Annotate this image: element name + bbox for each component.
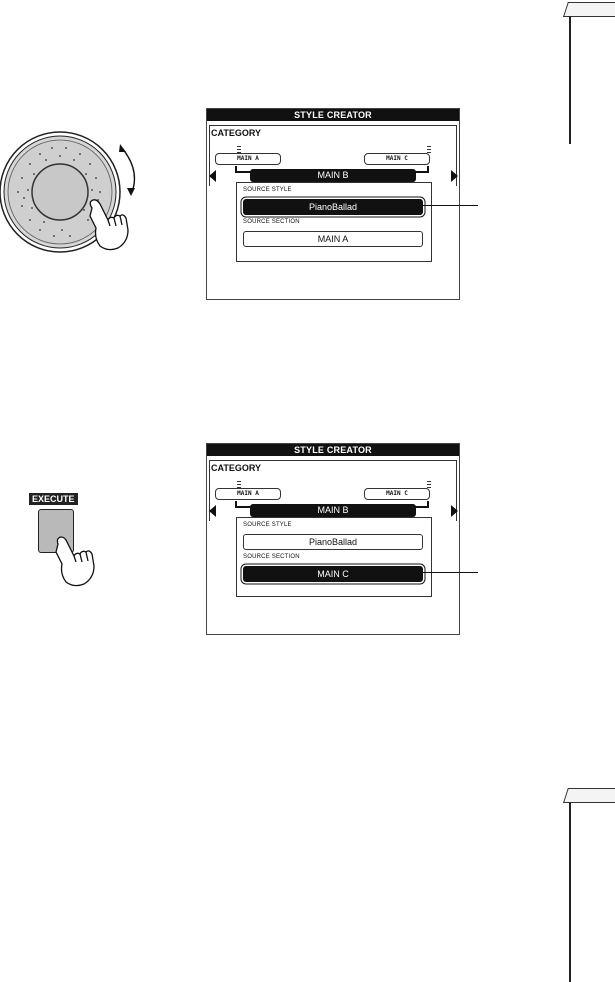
current-section: MAIN B <box>250 169 416 182</box>
bracket-left <box>235 166 251 173</box>
tick-left <box>237 481 241 488</box>
rotate-arrow-icon <box>119 144 135 196</box>
source-style-field[interactable]: PianoBallad <box>243 534 423 550</box>
tab-main-c[interactable]: MAIN C <box>364 488 430 500</box>
lcd-screen-1 <box>206 108 460 300</box>
pointing-hand-icon <box>54 536 104 588</box>
tab-main-a[interactable]: MAIN A <box>215 153 281 165</box>
tick-right <box>427 481 431 488</box>
current-section: MAIN B <box>250 504 416 517</box>
category-label: CATEGORY <box>211 128 262 138</box>
tab-main-c[interactable]: MAIN C <box>364 153 430 165</box>
tick-left <box>237 146 241 153</box>
page-margin-line-bottom <box>569 802 571 982</box>
data-dial[interactable] <box>0 130 160 270</box>
source-style-label: SOURCE STYLE <box>243 187 292 193</box>
tab-main-a[interactable]: MAIN A <box>215 488 281 500</box>
screen-title: STYLE CREATOR <box>207 109 459 121</box>
source-section-label: SOURCE SECTION <box>243 219 300 225</box>
category-label: CATEGORY <box>211 463 262 473</box>
lcd-screen-2 <box>206 443 460 635</box>
execute-label: EXECUTE <box>29 493 78 505</box>
page-margin-line-top <box>569 16 571 144</box>
arrow-right-icon[interactable] <box>451 170 458 182</box>
arrow-left-icon[interactable] <box>209 170 216 182</box>
bracket-left <box>235 501 251 508</box>
page-tab-bottom <box>563 788 615 803</box>
page-tab-top <box>563 2 615 17</box>
arrow-left-icon[interactable] <box>209 505 216 517</box>
source-style-field[interactable]: PianoBallad <box>243 199 423 215</box>
source-section-label: SOURCE SECTION <box>243 554 300 560</box>
source-style-label: SOURCE STYLE <box>243 522 292 528</box>
arrow-right-icon[interactable] <box>451 505 458 517</box>
callout-line-2 <box>372 572 478 573</box>
tick-right <box>427 146 431 153</box>
callout-line-1 <box>372 205 478 206</box>
data-dial-icon <box>0 130 160 270</box>
source-section-field[interactable]: MAIN A <box>243 231 423 247</box>
screen-title: STYLE CREATOR <box>207 444 459 456</box>
source-section-field[interactable]: MAIN C <box>243 566 423 582</box>
